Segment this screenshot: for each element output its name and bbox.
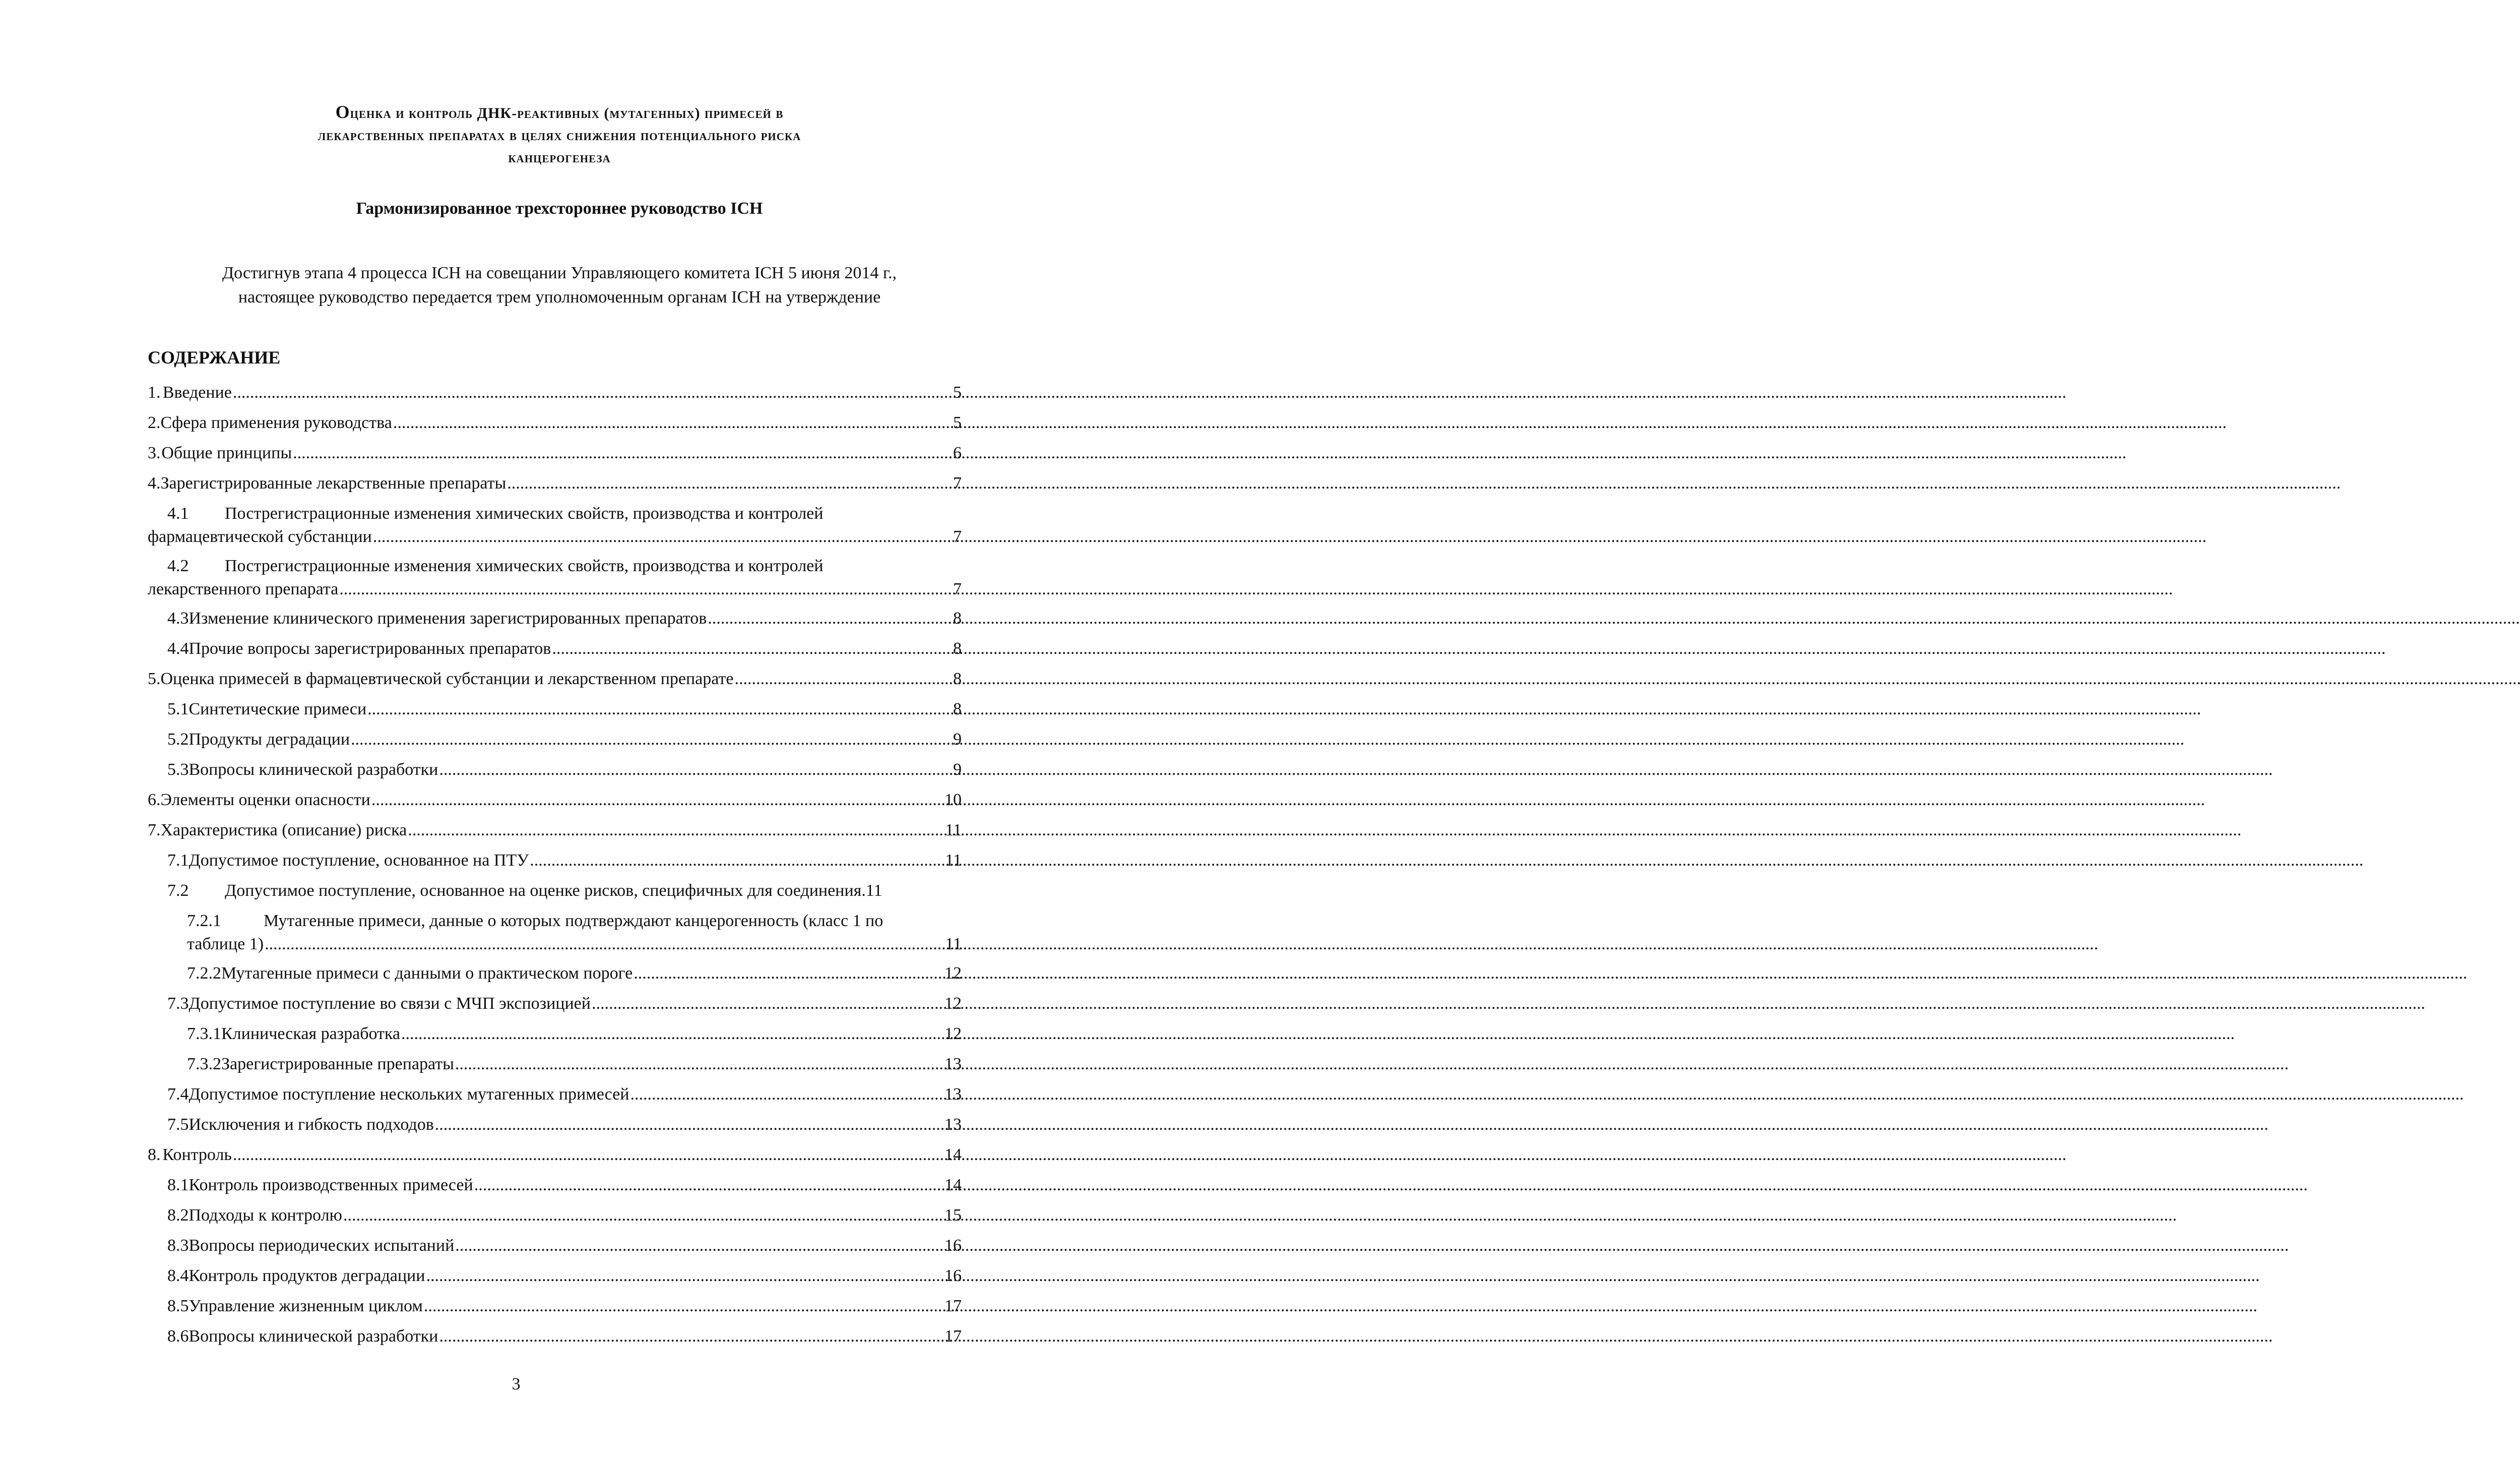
- toc-entry-3[interactable]: [148, 442, 962, 465]
- toc-leader: [507, 472, 952, 495]
- toc-title: Синтетические примеси: [188, 700, 367, 718]
- toc-number: 5.1: [167, 700, 189, 718]
- title-line-2: лекарственных препаратах в целях снижения потенциального риска: [318, 127, 801, 144]
- toc-leader: [708, 607, 952, 630]
- toc-entry-7-1[interactable]: [167, 849, 962, 872]
- toc-entry-4[interactable]: [148, 472, 962, 495]
- toc-number: 8.1: [167, 1176, 189, 1194]
- toc-number: 4.2: [167, 557, 189, 575]
- toc-page-number: 16: [944, 1266, 962, 1285]
- toc-title: Мутагенные примеси с данными о практическом пороге: [221, 964, 633, 983]
- toc-number: 7.1: [167, 851, 189, 870]
- toc-page-number: 8: [953, 639, 962, 658]
- toc-number: 5.2: [167, 730, 189, 749]
- toc-page-number: 7: [953, 527, 962, 546]
- toc-title-continued: таблице 1): [187, 935, 264, 953]
- toc-title: Клиническая разработка: [221, 1024, 401, 1043]
- toc-title: Контроль производственных примесей: [188, 1176, 473, 1194]
- toc-entry-7-3-2[interactable]: [187, 1053, 962, 1076]
- stage-line-1: Достигнув этапа 4 процесса ICH на совещании Управляющего комитета ICH 5 июня 2014 г.,: [222, 264, 897, 282]
- toc-leader: [439, 758, 952, 781]
- toc-page-number: 15: [944, 1206, 962, 1225]
- toc-number: 4.: [148, 474, 161, 493]
- toc-title-continued: лекарственного препарата: [148, 580, 339, 598]
- toc-page-number: 12: [944, 994, 962, 1013]
- toc-leader: [401, 1022, 943, 1046]
- toc-page-number: 12: [944, 964, 962, 983]
- toc-page-number: 8: [953, 700, 962, 718]
- toc-title: Контроль продуктов деградации: [188, 1266, 425, 1285]
- toc-leader: [530, 849, 944, 872]
- toc-title: Допустимое поступление, основанное на оценке рисков, специфичных для соединения.: [225, 881, 866, 900]
- toc-page-number: 11: [945, 821, 962, 839]
- toc-number: 7.4: [167, 1085, 189, 1104]
- toc-page-number: 13: [944, 1055, 962, 1073]
- toc-leader: [293, 442, 952, 465]
- toc-leader: [455, 1053, 943, 1076]
- toc-page-number: 16: [944, 1236, 962, 1255]
- toc-leader: [424, 1295, 943, 1318]
- toc-number: 7.3.2: [187, 1055, 221, 1073]
- toc-page-number: 7: [953, 474, 962, 493]
- toc-entry-2[interactable]: [148, 411, 962, 435]
- toc-entry-8-3[interactable]: [167, 1234, 962, 1257]
- toc-leader: [634, 962, 943, 985]
- toc-number: 4.4: [167, 639, 189, 658]
- toc-title: Исключения и гибкость подходов: [188, 1115, 434, 1134]
- toc-number: 3.: [148, 444, 161, 462]
- toc-number: 5.3: [167, 760, 189, 779]
- toc-entry-7-2-2[interactable]: [187, 962, 962, 985]
- toc-title: Пострегистрационные изменения химических свойств, производства и контролей: [225, 557, 824, 575]
- toc-page-number: 10: [944, 790, 962, 809]
- toc-title: Допустимое поступление во связи с МЧП экспозицией: [188, 994, 591, 1013]
- toc-number: 7.2: [167, 881, 189, 900]
- toc-title: Допустимое поступление нескольких мутагенных примесей: [188, 1085, 629, 1104]
- toc-leader: [474, 1174, 943, 1197]
- toc-number: 1.: [148, 383, 161, 402]
- toc-leader: [734, 667, 952, 691]
- toc-entry-4-3[interactable]: [167, 607, 962, 630]
- toc-title: Введение: [162, 383, 232, 402]
- toc-page-number: 11: [945, 935, 962, 953]
- toc-leader: [435, 1113, 943, 1136]
- toc-title: Зарегистрированные препараты: [221, 1055, 454, 1073]
- toc-entry-4-1[interactable]: [148, 502, 962, 549]
- toc-entry-5-3[interactable]: [167, 758, 962, 781]
- toc-entry-7-5[interactable]: [167, 1113, 962, 1136]
- toc-number: 8.6: [167, 1327, 189, 1346]
- toc-page-number: 14: [944, 1176, 962, 1194]
- toc-leader: [592, 992, 943, 1015]
- toc-page-number: 8: [953, 670, 962, 688]
- toc-entry-7-2[interactable]: [167, 879, 962, 902]
- toc-leader: [630, 1083, 943, 1106]
- toc-leader: [408, 819, 944, 842]
- toc-entry-8[interactable]: [148, 1143, 962, 1167]
- toc-title: Продукты деградации: [188, 730, 350, 749]
- toc-page-number: 17: [944, 1327, 962, 1346]
- toc-leader: [351, 728, 952, 751]
- toc-page-number: 5: [953, 383, 962, 402]
- toc-leader: [367, 698, 952, 721]
- toc-title: Зарегистрированные лекарственные препараты: [160, 474, 507, 493]
- toc-title: Подходы к контролю: [188, 1206, 342, 1225]
- toc-page-number: 8: [953, 609, 962, 628]
- toc-page-number: 9: [953, 730, 962, 749]
- toc-entry-4-4[interactable]: [167, 637, 962, 660]
- toc-title: Сфера применения руководства: [160, 413, 392, 432]
- toc-entry-1[interactable]: [148, 381, 962, 404]
- toc-leader: [439, 1325, 943, 1348]
- toc-entry-7-4[interactable]: [167, 1083, 962, 1106]
- toc-number: 8.5: [167, 1297, 189, 1315]
- toc-entry-7[interactable]: [148, 819, 962, 842]
- toc-entry-7-3[interactable]: [167, 992, 962, 1015]
- toc-leader: [455, 1234, 943, 1257]
- toc-number: 8.: [148, 1145, 161, 1164]
- toc-page-number: 13: [944, 1085, 962, 1104]
- toc-leader: [393, 411, 952, 435]
- toc-number: 8.4: [167, 1266, 189, 1285]
- toc-title: Мутагенные примеси, данные о которых подтверждают канцерогенность (класс 1 по: [264, 911, 884, 930]
- toc-page-number: 14: [944, 1145, 962, 1164]
- toc-title: Пострегистрационные изменения химических свойств, производства и контролей: [225, 504, 824, 523]
- toc-page-number: 12: [944, 1024, 962, 1043]
- toc-number: 5.: [148, 670, 161, 688]
- toc-leader: [233, 381, 952, 404]
- toc-entry-5-1[interactable]: [167, 698, 962, 721]
- toc-page-number: 9: [953, 760, 962, 779]
- toc-entry-8-2[interactable]: [167, 1204, 962, 1227]
- toc-title: Изменение клинического применения зарегистрированных препаратов: [188, 609, 707, 628]
- toc-title: Элементы оценки опасности: [160, 790, 370, 809]
- toc-title: Управление жизненным циклом: [188, 1297, 423, 1315]
- toc-title: Общие принципы: [161, 444, 292, 462]
- document-title: [151, 101, 968, 169]
- toc-entry-8-1[interactable]: [167, 1174, 962, 1197]
- title-line-1: Оценка и контроль ДНК-реактивных (мутагенных) примесей в: [335, 102, 784, 122]
- toc-page-number: 13: [944, 1115, 962, 1134]
- toc-number: 7.: [148, 821, 161, 839]
- toc-entry-7-3-1[interactable]: [187, 1022, 962, 1046]
- toc-leader: [426, 1264, 943, 1288]
- toc-number: 2.: [148, 413, 161, 432]
- toc-title-continued: фармацевтической субстанции: [148, 527, 372, 546]
- toc-entry-5-2[interactable]: [167, 728, 962, 751]
- toc-number: 6.: [148, 790, 161, 809]
- toc-page-number: 7: [953, 580, 962, 598]
- toc-entry-8-4[interactable]: [167, 1264, 962, 1288]
- toc-page-number: 11: [865, 881, 883, 900]
- toc-number: 4.1: [167, 504, 189, 523]
- document-subtitle: Гармонизированное трехстороннее руководство ICH: [356, 199, 763, 218]
- toc-leader: [552, 637, 952, 660]
- toc-page-number: 17: [944, 1297, 962, 1315]
- toc-number: 8.2: [167, 1206, 189, 1225]
- toc-leader: [373, 525, 952, 549]
- toc-title: Оценка примесей в фармацевтической субстанции и лекарственном препарате: [160, 670, 734, 688]
- toc-leader: [233, 1143, 943, 1167]
- toc-leader: [343, 1204, 943, 1227]
- toc-leader: [371, 788, 943, 812]
- toc-number: 7.3: [167, 994, 189, 1013]
- stage-statement: [151, 261, 968, 310]
- toc-entry-5[interactable]: [148, 667, 962, 691]
- stage-line-2: настоящее руководство передается трем уполномоченным органам ICH на утверждение: [238, 288, 881, 307]
- toc-title: Вопросы периодических испытаний: [188, 1236, 455, 1255]
- document-page: [0, 0, 1032, 1460]
- title-line-3: канцерогенеза: [508, 149, 611, 166]
- toc-heading: СОДЕРЖАНИЕ: [148, 347, 281, 368]
- toc-title: Прочие вопросы зарегистрированных препаратов: [188, 639, 551, 658]
- toc-entry-4-2[interactable]: [148, 555, 962, 601]
- toc-title: Вопросы клинической разработки: [188, 1327, 438, 1346]
- toc-entry-8-5[interactable]: [167, 1295, 962, 1318]
- toc-page-number: 6: [953, 444, 962, 462]
- toc-entry-6[interactable]: [148, 788, 962, 812]
- toc-number: 7.2.2: [187, 964, 221, 983]
- toc-title: Вопросы клинической разработки: [188, 760, 438, 779]
- page-number: 3: [512, 1375, 521, 1393]
- toc-title: Характеристика (описание) риска: [160, 821, 407, 839]
- toc-page-number: 11: [945, 851, 962, 870]
- toc-entry-7-2-1[interactable]: [187, 909, 962, 956]
- toc-leader: [265, 933, 944, 956]
- toc-title: Контроль: [162, 1145, 232, 1164]
- toc-title: Допустимое поступление, основанное на ПТУ: [188, 851, 529, 870]
- toc-number: 7.5: [167, 1115, 189, 1134]
- toc-number: 8.3: [167, 1236, 189, 1255]
- toc-entry-8-6[interactable]: [167, 1325, 962, 1348]
- toc-leader: [339, 578, 952, 601]
- toc-page-number: 5: [953, 413, 962, 432]
- toc-number: 7.3.1: [187, 1024, 221, 1043]
- toc-number: 4.3: [167, 609, 189, 628]
- toc-number: 7.2.1: [187, 911, 221, 930]
